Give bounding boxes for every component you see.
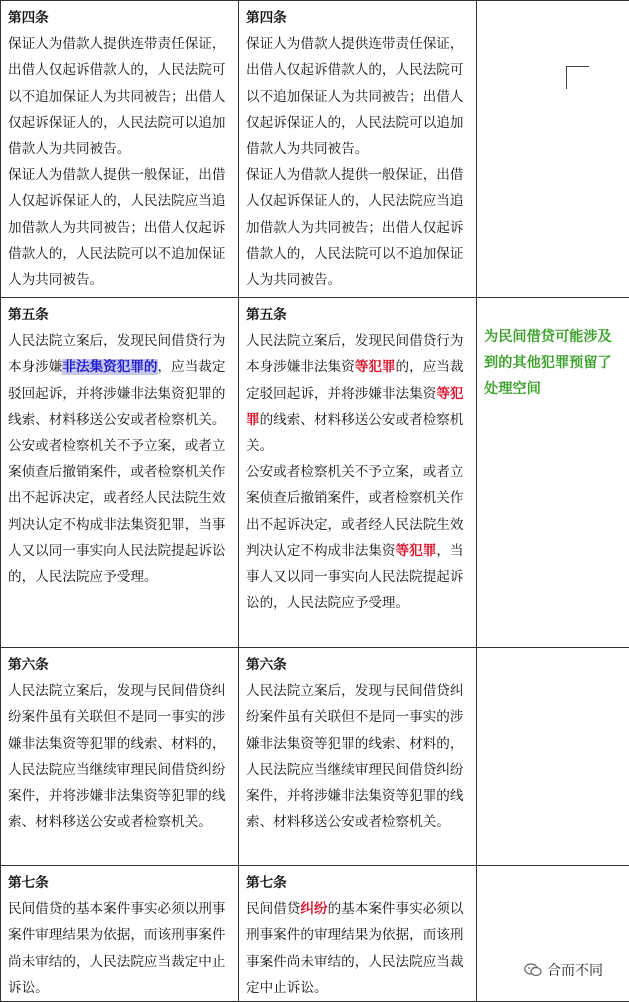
new-text-cell [239,298,477,648]
wechat-icon [524,963,542,977]
crop-mark [566,66,589,89]
highlighted-text: 非法集资犯罪的 [62,359,157,375]
changed-text: 等犯罪 [396,543,437,559]
old-text-cell [1,1,239,298]
article-title: 第四条 [246,5,469,31]
text-run: 人民法院立案后，发现民间借贷行为本身涉嫌 [8,333,226,375]
note-text [484,870,622,892]
paragraph [246,328,469,459]
article-title: 第七条 [8,870,231,896]
new-text-cell [239,866,477,1002]
old-text-cell [1,866,239,1002]
changed-text: 纠纷 [300,901,327,917]
article-title: 第七条 [246,870,469,896]
text-run: ，当事人又以同一事实向人民法院提起诉讼的，人民法院应予受理。 [246,543,464,611]
paragraph: 民间借贷的基本案件事实必须以刑事案件审理结果为依据，而该刑事案件尚未审结的，人民法院应当裁定中止诉讼。 [8,896,231,1001]
text-run: ，应当裁定驳回起诉，并将涉嫌非法集资犯罪的线索、材料移送公安或者检察机关。 [8,359,226,427]
paragraph [246,459,469,616]
new-text-cell [239,1,477,298]
article-title: 第六条 [246,652,469,678]
watermark-text: 合而不同 [547,960,603,980]
text-run: 的，应当裁定驳回起诉，并将涉嫌非法集资 [246,359,464,401]
paragraph [246,896,469,1001]
article-title: 第六条 [8,652,231,678]
changed-text: 等犯罪 [246,386,464,428]
note-text: 为民间借贷可能涉及到的其他犯罪预留了处理空间 [484,302,622,402]
table-row [1,1,629,298]
old-text-cell [1,648,239,866]
table-row [1,648,629,866]
article-title: 第四条 [8,5,231,31]
note-text [484,5,622,27]
note-cell [477,1,629,298]
paragraph: 保证人为借款人提供连带责任保证，出借人仅起诉借款人的，人民法院可以不追加保证人为共同被告；出借人仅起诉保证人的，人民法院可以追加借款人为共同被告。 [8,31,231,162]
text-run: 的线索、材料移送公安或者检察机关。 [246,412,464,454]
paragraph: 保证人为借款人提供一般保证，出借人仅起诉保证人的，人民法院应当追加借款人为共同被告；出借人仅起诉借款人的，人民法院可以不追加保证人为共同被告。 [246,162,469,293]
paragraph: 保证人为借款人提供一般保证，出借人仅起诉保证人的，人民法院应当追加借款人为共同被告；出借人仅起诉借款人的，人民法院可以不追加保证人为共同被告。 [8,162,231,293]
article-title: 第五条 [246,302,469,328]
table-row [1,298,629,648]
note-cell [477,298,629,648]
watermark [520,958,607,982]
article-title: 第五条 [8,302,231,328]
paragraph: 人民法院立案后，发现与民间借贷纠纷案件虽有关联但不是同一事实的涉嫌非法集资等犯罪的线索、材料的，人民法院应当继续审理民间借贷纠纷案件，并将涉嫌非法集资等犯罪的线索、材料移送公安或者检察机关。 [246,678,469,835]
paragraph: 公安或者检察机关不予立案，或者立案侦查后撤销案件，或者检察机关作出不起诉决定，或者经人民法院生效判决认定不构成非法集资犯罪，当事人又以同一事实向人民法院提起诉讼的，人民法院应予受理。 [8,433,231,590]
paragraph: 保证人为借款人提供连带责任保证，出借人仅起诉借款人的，人民法院可以不追加保证人为共同被告；出借人仅起诉保证人的，人民法院可以追加借款人为共同被告。 [246,31,469,162]
note-cell [477,648,629,866]
text-run: 人民法院立案后，发现民间借贷行为本身涉嫌非法集资 [246,333,464,375]
old-text-cell [1,298,239,648]
changed-text: 等犯罪 [355,359,396,375]
note-text [484,652,622,674]
text-run: 民间借贷 [246,901,300,917]
text-run: 公安或者检察机关不予立案，或者立案侦查后撤销案件，或者检察机关作出不起诉决定，或者经人民法院生效判决认定不构成非法集资 [246,464,464,559]
paragraph: 人民法院立案后，发现与民间借贷纠纷案件虽有关联但不是同一事实的涉嫌非法集资等犯罪的线索、材料的，人民法院应当继续审理民间借贷纠纷案件，并将涉嫌非法集资等犯罪的线索、材料移送公安或者检察机关。 [8,678,231,835]
new-text-cell [239,648,477,866]
text-run: 的基本案件事实必须以刑事案件的审理结果为依据，而该刑事案件尚未审结的，人民法院应当裁定中止诉讼。 [246,901,464,996]
paragraph [8,328,231,433]
